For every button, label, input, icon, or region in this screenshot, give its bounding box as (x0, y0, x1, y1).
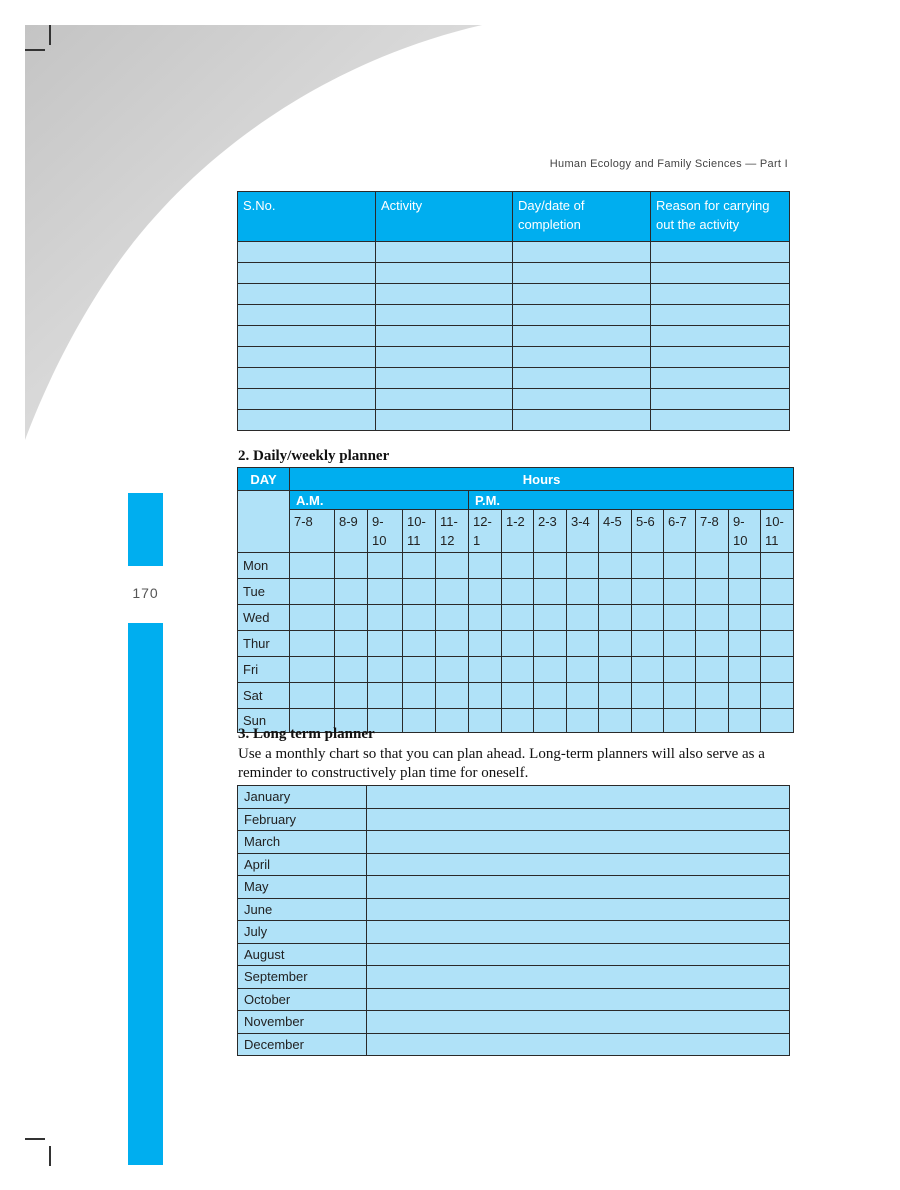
blank-cell[interactable] (376, 389, 513, 410)
month-plan-cell[interactable] (367, 943, 790, 966)
schedule-cell[interactable] (567, 553, 599, 579)
hour-header-pm: 5-6 (632, 510, 664, 553)
month-plan-cell[interactable] (367, 1033, 790, 1056)
month-label: December (238, 1033, 367, 1056)
blank-cell[interactable] (513, 263, 651, 284)
schedule-cell[interactable] (599, 631, 632, 657)
header-reason: Reason for carrying out the activity (651, 192, 790, 242)
schedule-cell[interactable] (567, 657, 599, 683)
blank-cell[interactable] (238, 368, 376, 389)
schedule-cell[interactable] (502, 605, 534, 631)
table-row (238, 263, 790, 284)
hour-header-pm: 3-4 (567, 510, 599, 553)
table-row (238, 921, 790, 944)
blank-cell[interactable] (651, 305, 790, 326)
table-row (238, 786, 790, 809)
schedule-cell[interactable] (599, 605, 632, 631)
schedule-cell[interactable] (599, 579, 632, 605)
schedule-cell[interactable] (632, 683, 664, 709)
blank-cell[interactable] (513, 305, 651, 326)
table-row (238, 657, 794, 683)
table-row (238, 808, 790, 831)
header-sno: S.No. (238, 192, 376, 242)
table-row (238, 683, 794, 709)
month-label: March (238, 831, 367, 854)
schedule-cell[interactable] (534, 605, 567, 631)
daily-planner-title: 2. Daily/weekly planner (238, 448, 390, 464)
month-plan-cell[interactable] (367, 808, 790, 831)
table-row (238, 876, 790, 899)
schedule-cell[interactable] (632, 657, 664, 683)
schedule-cell[interactable] (664, 709, 696, 733)
month-label: September (238, 966, 367, 989)
blank-cell[interactable] (238, 389, 376, 410)
schedule-cell[interactable] (729, 709, 761, 733)
blank-cell[interactable] (376, 368, 513, 389)
day-header: DAY (238, 468, 290, 491)
schedule-cell[interactable] (368, 657, 403, 683)
crop-mark (49, 25, 51, 45)
long-term-title: 3. Long term planner (238, 726, 375, 742)
schedule-cell[interactable] (534, 683, 567, 709)
schedule-cell[interactable] (368, 605, 403, 631)
month-plan-cell[interactable] (367, 898, 790, 921)
table-row (238, 988, 790, 1011)
hour-header-pm: 2-3 (534, 510, 567, 553)
month-label: November (238, 1011, 367, 1034)
blank-cell[interactable] (376, 305, 513, 326)
month-label: April (238, 853, 367, 876)
blank-cell[interactable] (238, 410, 376, 431)
blank-cell[interactable] (513, 410, 651, 431)
schedule-cell[interactable] (436, 605, 469, 631)
schedule-cell[interactable] (599, 709, 632, 733)
blank-cell[interactable] (238, 242, 376, 263)
schedule-cell[interactable] (599, 657, 632, 683)
month-plan-cell[interactable] (367, 966, 790, 989)
table-row (238, 943, 790, 966)
long-term-table (237, 785, 790, 1056)
schedule-cell[interactable] (368, 579, 403, 605)
table-row (238, 579, 794, 605)
schedule-cell[interactable] (664, 553, 696, 579)
blank-cell[interactable] (651, 410, 790, 431)
schedule-cell[interactable] (436, 579, 469, 605)
schedule-cell[interactable] (403, 709, 436, 733)
schedule-cell[interactable] (335, 605, 368, 631)
schedule-cell[interactable] (696, 709, 729, 733)
schedule-cell[interactable] (599, 683, 632, 709)
schedule-cell[interactable] (761, 553, 794, 579)
schedule-cell[interactable] (567, 709, 599, 733)
schedule-cell[interactable] (696, 605, 729, 631)
schedule-cell[interactable] (403, 579, 436, 605)
hour-header-pm: 6-7 (664, 510, 696, 553)
month-plan-cell[interactable] (367, 786, 790, 809)
day-label: Tue (238, 579, 290, 605)
blank-cell[interactable] (238, 347, 376, 368)
schedule-cell[interactable] (436, 683, 469, 709)
hour-header-am: 11-12 (436, 510, 469, 553)
month-label: February (238, 808, 367, 831)
table-row (238, 305, 790, 326)
schedule-cell[interactable] (335, 657, 368, 683)
day-label: Sat (238, 683, 290, 709)
table-row (238, 1011, 790, 1034)
activity-table (237, 191, 790, 431)
table-row (238, 898, 790, 921)
day-label: Fri (238, 657, 290, 683)
blank-cell[interactable] (651, 263, 790, 284)
blank-cell[interactable] (238, 326, 376, 347)
am-label: A.M. (290, 491, 469, 510)
side-bar-bottom (128, 623, 163, 1165)
month-plan-cell[interactable] (367, 831, 790, 854)
blank-cell[interactable] (513, 347, 651, 368)
hour-header-pm: 4-5 (599, 510, 632, 553)
day-blank-cell (238, 491, 290, 553)
blank-cell[interactable] (376, 347, 513, 368)
blank-cell[interactable] (513, 242, 651, 263)
month-plan-cell[interactable] (367, 921, 790, 944)
blank-cell[interactable] (651, 284, 790, 305)
schedule-cell[interactable] (368, 631, 403, 657)
schedule-cell[interactable] (436, 657, 469, 683)
schedule-cell[interactable] (664, 657, 696, 683)
table-row (238, 368, 790, 389)
schedule-cell[interactable] (599, 553, 632, 579)
month-plan-cell[interactable] (367, 988, 790, 1011)
schedule-cell[interactable] (664, 605, 696, 631)
blank-cell[interactable] (376, 410, 513, 431)
table-row (238, 831, 790, 854)
schedule-cell[interactable] (761, 709, 794, 733)
crop-mark (25, 1138, 45, 1140)
schedule-cell[interactable] (335, 631, 368, 657)
long-term-intro: Use a monthly chart so that you can plan ahead. Long-term planners will also serve as a reminder to constructively plan time for oneself. (238, 746, 765, 781)
schedule-cell[interactable] (567, 579, 599, 605)
blank-cell[interactable] (513, 284, 651, 305)
hour-header-pm: 10-11 (761, 510, 794, 553)
blank-cell[interactable] (376, 326, 513, 347)
schedule-cell[interactable] (761, 605, 794, 631)
month-plan-cell[interactable] (367, 853, 790, 876)
schedule-cell[interactable] (502, 709, 534, 733)
schedule-cell[interactable] (290, 579, 335, 605)
schedule-cell[interactable] (534, 579, 567, 605)
schedule-cell[interactable] (567, 631, 599, 657)
month-label: July (238, 921, 367, 944)
blank-cell[interactable] (238, 284, 376, 305)
schedule-cell[interactable] (436, 631, 469, 657)
schedule-cell[interactable] (335, 553, 368, 579)
blank-cell[interactable] (238, 305, 376, 326)
blank-cell[interactable] (376, 242, 513, 263)
hour-header-am: 10-11 (403, 510, 436, 553)
hour-header-pm: 1-2 (502, 510, 534, 553)
table-row (238, 389, 790, 410)
running-head: Human Ecology and Family Sciences — Part I (549, 158, 788, 170)
schedule-cell[interactable] (632, 709, 664, 733)
blank-cell[interactable] (651, 347, 790, 368)
schedule-cell[interactable] (696, 657, 729, 683)
month-plan-cell[interactable] (367, 876, 790, 899)
schedule-cell[interactable] (335, 579, 368, 605)
hour-header-pm: 7-8 (696, 510, 729, 553)
schedule-cell[interactable] (403, 553, 436, 579)
table-row (238, 326, 790, 347)
schedule-cell[interactable] (729, 657, 761, 683)
table-row (238, 853, 790, 876)
schedule-cell[interactable] (469, 657, 502, 683)
schedule-cell[interactable] (632, 605, 664, 631)
schedule-cell[interactable] (403, 605, 436, 631)
schedule-cell[interactable] (761, 579, 794, 605)
blank-cell[interactable] (651, 242, 790, 263)
schedule-cell[interactable] (469, 553, 502, 579)
blank-cell[interactable] (376, 284, 513, 305)
schedule-cell[interactable] (729, 605, 761, 631)
schedule-cell[interactable] (696, 631, 729, 657)
schedule-cell[interactable] (502, 683, 534, 709)
blank-cell[interactable] (513, 368, 651, 389)
day-label: Wed (238, 605, 290, 631)
schedule-cell[interactable] (290, 657, 335, 683)
schedule-cell[interactable] (567, 605, 599, 631)
schedule-cell[interactable] (469, 683, 502, 709)
blank-cell[interactable] (513, 326, 651, 347)
schedule-cell[interactable] (664, 579, 696, 605)
schedule-cell[interactable] (664, 683, 696, 709)
month-label: June (238, 898, 367, 921)
schedule-cell[interactable] (534, 553, 567, 579)
schedule-cell[interactable] (664, 631, 696, 657)
hour-header-pm: 9-10 (729, 510, 761, 553)
schedule-cell[interactable] (502, 631, 534, 657)
month-label: January (238, 786, 367, 809)
schedule-cell[interactable] (761, 631, 794, 657)
blank-cell[interactable] (376, 263, 513, 284)
blank-cell[interactable] (513, 389, 651, 410)
schedule-cell[interactable] (403, 631, 436, 657)
hours-header: Hours (290, 468, 794, 491)
day-label: Thur (238, 631, 290, 657)
day-label: Mon (238, 553, 290, 579)
hour-header-am: 8-9 (335, 510, 368, 553)
schedule-cell[interactable] (368, 553, 403, 579)
table-row (238, 966, 790, 989)
day-label: Sun (238, 709, 290, 733)
schedule-cell[interactable] (335, 683, 368, 709)
month-label: August (238, 943, 367, 966)
schedule-cell[interactable] (567, 683, 599, 709)
table-row (238, 631, 794, 657)
schedule-cell[interactable] (696, 683, 729, 709)
table-row (238, 410, 790, 431)
schedule-cell[interactable] (403, 683, 436, 709)
schedule-cell[interactable] (696, 553, 729, 579)
table-row (238, 242, 790, 263)
schedule-cell[interactable] (290, 553, 335, 579)
schedule-cell[interactable] (729, 579, 761, 605)
schedule-cell[interactable] (534, 631, 567, 657)
blank-cell[interactable] (651, 389, 790, 410)
table-row (238, 284, 790, 305)
month-plan-cell[interactable] (367, 1011, 790, 1034)
schedule-cell[interactable] (761, 683, 794, 709)
schedule-cell[interactable] (502, 579, 534, 605)
month-label: May (238, 876, 367, 899)
table-row (238, 347, 790, 368)
daily-planner-table (237, 467, 794, 733)
schedule-cell[interactable] (534, 709, 567, 733)
blank-cell[interactable] (238, 263, 376, 284)
table-row (238, 1033, 790, 1056)
schedule-cell[interactable] (632, 553, 664, 579)
schedule-cell[interactable] (761, 657, 794, 683)
hour-header-am: 7-8 (290, 510, 335, 553)
schedule-cell[interactable] (729, 631, 761, 657)
schedule-cell[interactable] (436, 553, 469, 579)
schedule-cell[interactable] (469, 631, 502, 657)
schedule-cell[interactable] (368, 683, 403, 709)
crop-mark (49, 1146, 51, 1166)
pm-label: P.M. (469, 491, 794, 510)
schedule-cell[interactable] (696, 579, 729, 605)
schedule-cell[interactable] (403, 657, 436, 683)
schedule-cell[interactable] (729, 553, 761, 579)
page-number: 170 (132, 585, 159, 601)
header-date: Day/date of completion (513, 192, 651, 242)
schedule-cell[interactable] (436, 709, 469, 733)
month-label: October (238, 988, 367, 1011)
schedule-cell[interactable] (469, 709, 502, 733)
blank-cell[interactable] (651, 326, 790, 347)
schedule-cell[interactable] (502, 553, 534, 579)
schedule-cell[interactable] (469, 605, 502, 631)
schedule-cell[interactable] (632, 579, 664, 605)
crop-mark (25, 49, 45, 51)
schedule-cell[interactable] (290, 631, 335, 657)
schedule-cell[interactable] (290, 605, 335, 631)
hour-header-am: 9-10 (368, 510, 403, 553)
header-activity: Activity (376, 192, 513, 242)
table-row (238, 553, 794, 579)
schedule-cell[interactable] (290, 683, 335, 709)
hour-header-pm: 12-1 (469, 510, 502, 553)
schedule-cell[interactable] (632, 631, 664, 657)
schedule-cell[interactable] (502, 657, 534, 683)
schedule-cell[interactable] (469, 579, 502, 605)
table-row (238, 605, 794, 631)
blank-cell[interactable] (651, 368, 790, 389)
schedule-cell[interactable] (534, 657, 567, 683)
schedule-cell[interactable] (729, 683, 761, 709)
side-bar-top (128, 493, 163, 566)
